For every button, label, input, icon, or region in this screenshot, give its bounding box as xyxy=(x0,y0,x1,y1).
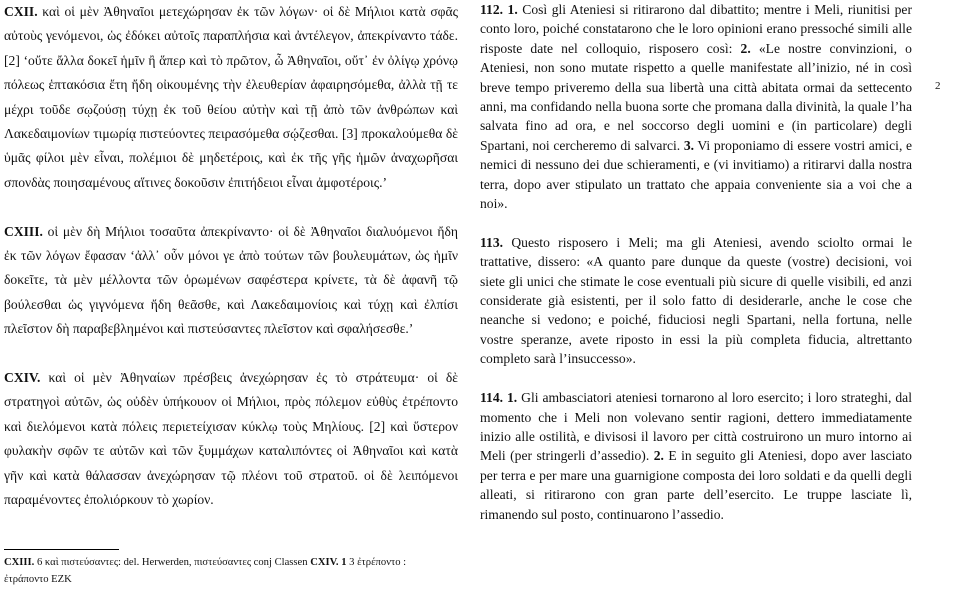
italian-chapter-114 xyxy=(480,388,912,524)
greek-chapter-113 xyxy=(4,220,458,342)
italian-section-number: 3. xyxy=(683,137,695,153)
greek-chapter-111-end xyxy=(4,0,458,195)
italian-text: Così gli Ateniesi si ritirarono dal dibattito; mentre i Meli, riunitisi per conto loro, poiché constatarono che le loro opinioni erano pressoché simili alle risposte date nel colloquio, risposero così: xyxy=(480,2,912,56)
greek-text: [3] προκαλούμεθα δὲ ὑμᾶς φίλοι μὲν εἶναι, πολέμιοι δὲ μηδετέροις, καὶ ἐκ τῆς γῆς ἡμῶν ἀναχωρῆσαι σπονδὰς ποιησαμένους αἵτινες δοκοῦσιν ἐπιτήδειοι εἶναι ἀμφοτέροις.’ xyxy=(4,126,459,190)
footnote-text: 6 καὶ πιστεύσαντες: del. Herwerden, πιστεύσαντες conj Classen xyxy=(36,557,308,568)
italian-text: E in seguito gli Ateniesi, dopo aver lasciato per terra e per mare una guarnigione composta dei loro soldati e da quelli degli alleati, si ritirarono con gran parte dell’esercito. Le truppe lasciate lì, rimanendo sul posto, continuarono l’assedio. xyxy=(480,448,912,522)
greek-text: καὶ οἱ μὲν Ἀθηναῖοι μετεχώρησαν ἐκ τῶν λόγων· οἱ δὲ Μήλιοι κατὰ σφᾶς αὐτοὺς γενόμενοι, ὡς ἐδόκει αὐτοῖς παραπλήσια καὶ ἀντέλεγον, ἀπεκρίναντο τάδε. xyxy=(4,4,459,44)
italian-chapter-number: 113. xyxy=(480,234,504,250)
italian-section-number: 2. xyxy=(740,40,751,56)
greek-chapter-number: CXII. xyxy=(4,4,38,19)
italian-chapter-number: 112. 1. xyxy=(480,2,518,17)
italian-chapter-113 xyxy=(480,233,912,369)
italian-text: «Le nostre convinzioni, o Ateniesi, non sono mutate rispetto a quelle manifestate all’inizio, né in così breve tempo priveremo della sua libertà una città abitata ormai da settecento anni, ma confidando nella buona sorte che promana dalla divinità, la quale l’ha salvata fino ad ora, e nel soccorso degli uomini e (in particolare) degli Spartani, noi cercheremo di salvarci. xyxy=(480,40,912,153)
italian-text: Questo risposero i Meli; ma gli Ateniesi, avendo sciolto ormai le trattative, dissero: «A quanto pare dunque da queste (vostre) decisioni, voi siete gli unici che stimate le cose eventuali più sicure di quelle visibili, ed anzi considerate già esistenti, per il solo fatto di desiderarle, anche le cose che neanche si vedono; e poiché, fiduciosi negli Spartani, nella fortuna, nelle vostre speranze, avete riposto in essi la più completa fiducia, altrettanto completo sarà l’insuccesso». xyxy=(480,234,912,367)
italian-text: Gli ambasciatori ateniesi tornarono al loro esercito; i loro strateghi, dal momento che i Meli non volevano sentir ragioni, dettero immediatamente inizio alle ostilità, e divisosi il lavoro per città costruirono un muro intorno ai Meli (per stringerli d’assedio). xyxy=(480,390,912,464)
italian-section-number: 2. xyxy=(653,448,664,464)
footnote-chapter-label: CXIV. xyxy=(310,557,339,568)
italian-chapter-112 xyxy=(480,0,912,213)
page-number: 2 xyxy=(935,80,941,92)
greek-chapter-number: CXIII. xyxy=(4,223,43,239)
footnote-chapter-label: CXIII. xyxy=(4,557,35,568)
footnote-text: 3 ἐτρέποντο : ἐτράποντο EZK xyxy=(4,557,407,585)
greek-text-column xyxy=(4,0,458,513)
footnote-divider xyxy=(4,549,119,550)
greek-chapter-114 xyxy=(4,366,458,512)
greek-chapter-number: CXIV. xyxy=(4,370,41,386)
greek-text: καὶ οἱ μὲν Ἀθηναίων πρέσβεις ἀνεχώρησαν ἐς τὸ στράτευμα· οἱ δὲ στρατηγοὶ αὐτῶν, ὡς οὐδὲν ὑπήκουον οἱ Μήλιοι, πρὸς πόλεμον εὐθὺς ἐτρέποντο καὶ διελόμενοι κατὰ πόλεις περιετείχισαν κύκλῳ τοὺς Μηλίους. xyxy=(4,370,459,434)
critical-apparatus-footnote xyxy=(4,555,444,588)
greek-text: [2] καὶ ὕστερον φυλακὴν σφῶν τε αὐτῶν καὶ τῶν ξυμμάχων καταλιπόντες οἱ Ἀθηναῖοι καὶ κατὰ γῆν καὶ κατὰ θάλασσαν ἀνεχώρησαν τῷ πλέονι τοῦ στρατοῦ. οἱ δὲ λειπόμενοι παραμένοντες ἐπολιόρκουν τὸ χωρίον. xyxy=(4,418,458,508)
greek-text: οἱ μὲν δὴ Μήλιοι τοσαῦτα ἀπεκρίναντο· οἱ δὲ Ἀθηναῖοι διαλυόμενοι ἤδη ἐκ τῶν λόγων ἔφασαν ‘ἀλλ᾽ οὖν μόνοι γε ἀπὸ τούτων τῶν βουλευμάτων, ὡς ἡμῖν δοκεῖτε, τὰ μὲν μέλλοντα τῶν ὁρωμένων σαφέστερα κρίνετε, τὰ δὲ ἀφανῆ τῷ βούλεσθαι ὡς γιγνόμενα ἤδη θεᾶσθε, καὶ Λακεδαιμονίοις καὶ τύχῃ καὶ ἐλπίσι πλεῖστον δὴ παραβεβλημένοι καὶ πιστεύσαντες πλεῖστον καὶ σφαλήσεσθε.’ xyxy=(4,223,458,337)
italian-chapter-number: 114. 1. xyxy=(480,390,518,406)
italian-text: Vi proponiamo di essere vostri amici, e nemici di nessuno dei due schieramenti, e (vi invitiamo) a ritirarvi dalla nostra terra, dopo aver stipulato un trattato che appaia conveniente sia a voi che a noi». xyxy=(480,137,913,212)
italian-translation-column xyxy=(480,0,912,524)
greek-text: [2] ‘οὔτε ἄλλα δοκεῖ ἡμῖν ἢ ἅπερ καὶ τὸ πρῶτον, ὦ Ἀθηναῖοι, οὔτ᾽ ἐν ὀλίγῳ χρόνῳ πόλεως ἑπτακόσια ἔτη ἤδη οἰκουμένης τὴν ἐλευθερίαν ἀφαιρησόμεθα, ἀλλὰ τῇ τε μέχρι τοῦδε σῳζούσῃ τύχῃ ἐκ τοῦ θείου αὐτὴν καὶ τῇ ἀπὸ τῶν ἀνθρώπων καὶ Λακεδαιμονίων τιμωρίᾳ πιστεύοντες πειρασόμεθα σῴζεσθαι. xyxy=(4,52,458,142)
footnote-section-label: 1 xyxy=(341,557,347,568)
